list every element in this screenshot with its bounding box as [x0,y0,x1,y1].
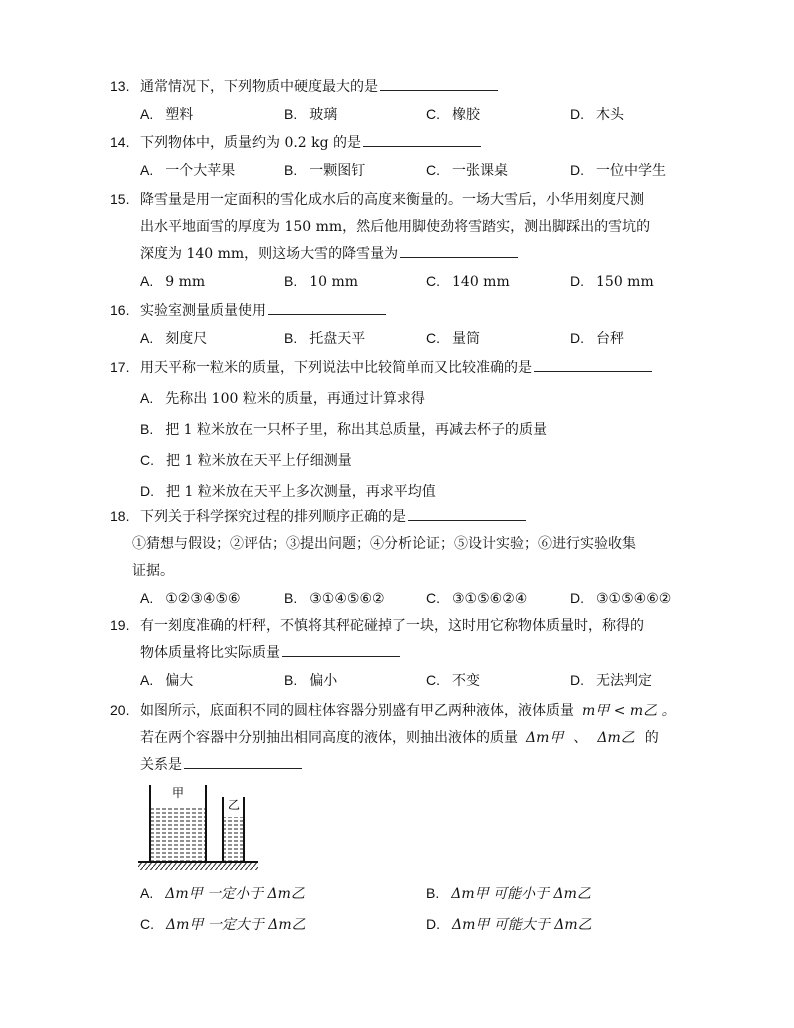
option-a[interactable]: A. Δm甲 一定小于 Δm乙 [140,885,305,902]
question-stem-line-3: 关系是 [140,757,182,773]
answer-blank[interactable] [184,754,302,769]
liquid-yi [223,817,244,861]
option-b[interactable]: B. 10 mm [284,273,359,290]
option-c[interactable]: C. 不变 [426,672,480,689]
question-stem-line-2: ①猜想与假设；②评估；③提出问题；④分析论证；⑤设计实验；⑥进行实验收集 [132,536,636,552]
option-b[interactable]: B. 把 1 粒米放在一只杯子里，称出其总质量，再减去杯子的质量 [140,421,548,438]
delta-m-jia: Δm甲 [526,730,564,746]
question-number: 19. [110,617,130,633]
question-number: 13. [110,78,130,94]
question-number: 18. [110,508,130,524]
answer-blank[interactable] [268,300,386,315]
option-b[interactable]: B. 一颗图钉 [284,162,366,179]
question-stem-line-2: 出水平地面雪的厚度为 150 mm，然后他用脚使劲将雪踏实，测出脚踩出的雪坑的 [140,219,651,235]
option-d[interactable]: D. 无法判定 [570,672,652,689]
answer-blank[interactable] [380,76,498,91]
option-c[interactable]: C. Δm甲 一定大于 Δm乙 [140,916,306,933]
delta-m-yi: Δm乙 [597,730,635,746]
question-stem-line-2-end: 的 [644,730,659,746]
options-row-1 [110,880,710,907]
option-d[interactable]: D. 一位中学生 [570,162,666,179]
answer-blank[interactable] [363,132,481,147]
question-number: 14. [110,134,130,150]
option-b[interactable]: B. Δm甲 可能小于 Δm乙 [426,885,591,902]
option-b[interactable]: B. ③①④⑤⑥② [284,590,385,607]
question-stem: 用天平称一粒米的质量，下列说法中比较简单而又比较准确的是 [140,360,532,376]
option-a[interactable]: A. 偏大 [140,672,194,689]
options [110,268,710,295]
option-d[interactable]: D. 把 1 粒米放在天平上多次测量，再求平均值 [140,483,436,500]
option-a[interactable]: A. 刻度尺 [140,330,208,347]
question-number: 17. [110,359,130,375]
question-13 [110,73,710,128]
options [110,325,710,352]
ground-hatch [138,863,258,870]
question-15 [110,186,710,295]
option-d[interactable]: D. ③①⑤④⑥② [570,590,672,607]
option-c[interactable]: C. ③①⑤⑥②④ [426,590,528,607]
option-a[interactable]: A. ①②③④⑤⑥ [140,590,241,607]
question-stem: 通常情况下，下列物质中硬度最大的是 [140,79,378,95]
option-b[interactable]: B. 偏小 [284,672,338,689]
mass-relation: m甲 < m乙 。 [582,703,676,719]
question-stem-line-1: 有一刻度准确的杆秤，不慎将其秤砣碰掉了一块，这时用它称物体质量时，称得的 [140,618,644,634]
option-c[interactable]: C. 把 1 粒米放在天平上仔细测量 [140,452,352,469]
option-c[interactable]: C. 一张课桌 [426,162,508,179]
option-a[interactable]: A. 先称出 100 粒米的质量，再通过计算求得 [140,390,425,407]
option-c[interactable]: C. 量筒 [426,330,480,347]
option-a[interactable]: A. 一个大苹果 [140,162,236,179]
question-stem-line-2: 若在两个容器中分别抽出相同高度的液体，则抽出液体的质量 [140,730,518,746]
option-d[interactable]: D. Δm甲 可能大于 Δm乙 [426,916,592,933]
answer-blank[interactable] [534,357,652,372]
options [110,667,710,694]
option-c[interactable]: C. 140 mm [426,273,510,290]
question-number: 20. [110,702,130,718]
options [110,157,710,184]
answer-blank[interactable] [400,243,518,258]
option-d[interactable]: D. 木头 [570,106,624,123]
question-16 [110,297,710,352]
option-a[interactable]: A. 9 mm [140,273,206,290]
question-18 [110,503,710,612]
question-stem-line-1: 如图所示，底面积不同的圆柱体容器分别盛有甲乙两种液体，液体质量 [140,703,574,719]
options-row-2 [110,911,710,938]
question-19 [110,612,710,694]
option-d[interactable]: D. 150 mm [570,273,654,290]
liquid-jia [150,807,206,861]
options [110,101,710,128]
option-c[interactable]: C. 橡胶 [426,106,480,123]
question-stem: 下列物体中，质量约为 0.2 kg 的是 [140,135,362,151]
question-stem-line-3: 深度为 140 mm，则这场大雪的降雪量为 [140,246,399,262]
option-b[interactable]: B. 玻璃 [284,106,338,123]
answer-blank[interactable] [408,506,526,521]
question-number: 15. [110,191,130,207]
label-yi: 乙 [227,798,241,812]
label-jia: 甲 [171,786,185,800]
question-stem-line-1: 降雪量是用一定面积的雪化成水后的高度来衡量的。一场大雪后，小华用刻度尺测 [140,192,644,208]
option-b[interactable]: B. 托盘天平 [284,330,366,347]
question-number: 16. [110,302,130,318]
options [110,585,710,612]
answer-blank[interactable] [282,642,400,657]
question-20 [110,697,710,779]
question-stem: 实验室测量质量使用 [140,303,266,319]
question-14 [110,129,710,184]
question-stem: 下列关于科学探究过程的排列顺序正确的是 [140,509,406,525]
question-17 [110,354,710,506]
option-d[interactable]: D. 台秤 [570,330,624,347]
question-20-options [110,880,710,938]
option-a[interactable]: A. 塑料 [140,106,194,123]
question-stem-line-2: 物体质量将比实际质量 [140,645,280,661]
separator: 、 [573,730,588,746]
containers-figure [138,783,258,873]
question-stem-line-3: 证据。 [132,563,174,579]
